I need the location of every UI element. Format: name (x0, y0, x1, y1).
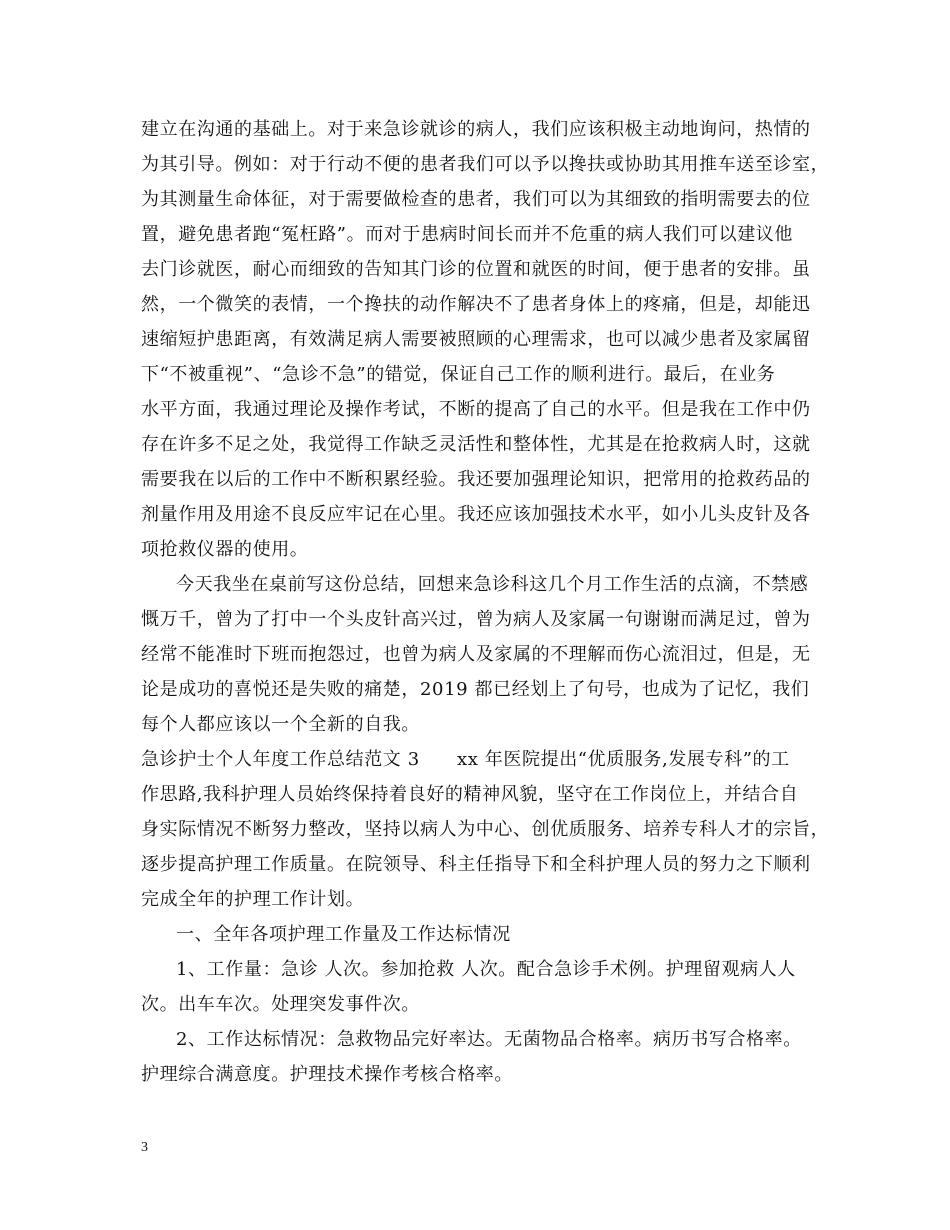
paragraph-line: 完成全年的护理工作计划。 (141, 889, 365, 910)
paragraph-line: 需要我在以后的工作中不断积累经验。我还要加强理论知识，把常用的抢救药品的 (141, 469, 811, 490)
paragraph-line: 置，避免患者跑“冤枉路”。而对于患病时间长而并不危重的病人我们可以建议他 (141, 224, 794, 245)
paragraph-line: 剂量作用及用途不良反应牢记在心里。我还应该加强技术水平，如小儿头皮针及各 (141, 504, 811, 525)
paragraph-line: 逐步提高护理工作质量。在院领导、科主任指导下和全科护理人员的努力之下顺利 (141, 854, 811, 875)
paragraph-line: 论是成功的喜悦还是失败的痛楚，2019 都已经划上了句号，也成为了记忆，我们 (141, 679, 810, 700)
paragraph-line: 为其测量生命体征，对于需要做检查的患者，我们可以为其细致的指明需要去的位 (141, 189, 811, 210)
paragraph-line: 水平方面，我通过理论及操作考试，不断的提高了自己的水平。但是我在工作中仍 (141, 399, 811, 420)
paragraph-line: 1、工作量：急诊 人次。参加抢救 人次。配合急诊手术例。护理留观病人人 (176, 959, 796, 980)
paragraph-line: 去门诊就医，耐心而细致的告知其门诊的位置和就医的时间，便于患者的安排。虽 (141, 259, 811, 280)
paragraph-line: 项抢救仪器的使用。 (141, 539, 309, 560)
subsection-heading: 一、全年各项护理工作量及工作达标情况 (176, 924, 511, 945)
paragraph-line: 今天我坐在桌前写这份总结，回想来急诊科这几个月工作生活的点滴，不禁感 (176, 574, 809, 595)
paragraph-line: 经常不能准时下班而抱怨过，也曾为病人及家属的不理解而伤心流泪过，但是，无 (141, 644, 811, 665)
paragraph-line: 每个人都应该以一个全新的自我。 (141, 714, 420, 735)
paragraph-line: 作思路,我科护理人员始终保持着良好的精神风貌，坚守在工作岗位上，并结合自 (141, 784, 799, 805)
paragraph-line: 存在许多不足之处，我觉得工作缺乏灵活性和整体性，尤其是在抢救病人时，这就 (141, 434, 811, 455)
paragraph-line: 建立在沟通的基础上。对于来急诊就诊的病人，我们应该积极主动地询问，热情的 (141, 119, 811, 140)
paragraph-line: 速缩短护患距离，有效满足病人需要被照顾的心理需求，也可以减少患者及家属留 (141, 329, 811, 350)
paragraph-line: 2、工作达标情况：急救物品完好率达。无菌物品合格率。病历书写合格率。 (176, 1029, 802, 1050)
paragraph-line: 护理综合满意度。护理技术操作考核合格率。 (141, 1064, 513, 1085)
paragraph-line: 然，一个微笑的表情，一个搀扶的动作解决不了患者身体上的疼痛，但是，却能迅 (141, 294, 811, 315)
paragraph-line: 身实际情况不断努力整改，坚持以病人为中心、创优质服务、培养专科人才的宗旨， (141, 819, 830, 840)
paragraph-line: 次。出车车次。处理突发事件次。 (141, 994, 420, 1015)
paragraph-line: 为其引导。例如：对于行动不便的患者我们可以予以搀扶或协助其用推车送至诊室， (141, 154, 830, 175)
section-heading-line: 急诊护士个人年度工作总结范文 3 xx 年医院提出“优质服务,发展专科”的工 (141, 749, 790, 770)
paragraph-line: 慨万千，曾为了打中一个头皮针高兴过，曾为病人及家属一句谢谢而满足过，曾为 (141, 609, 811, 630)
page-number: 3 (141, 1140, 148, 1155)
paragraph-line: 下“不被重视”、“急诊不急”的错觉，保证自己工作的顺利进行。最后，在业务 (141, 364, 776, 385)
